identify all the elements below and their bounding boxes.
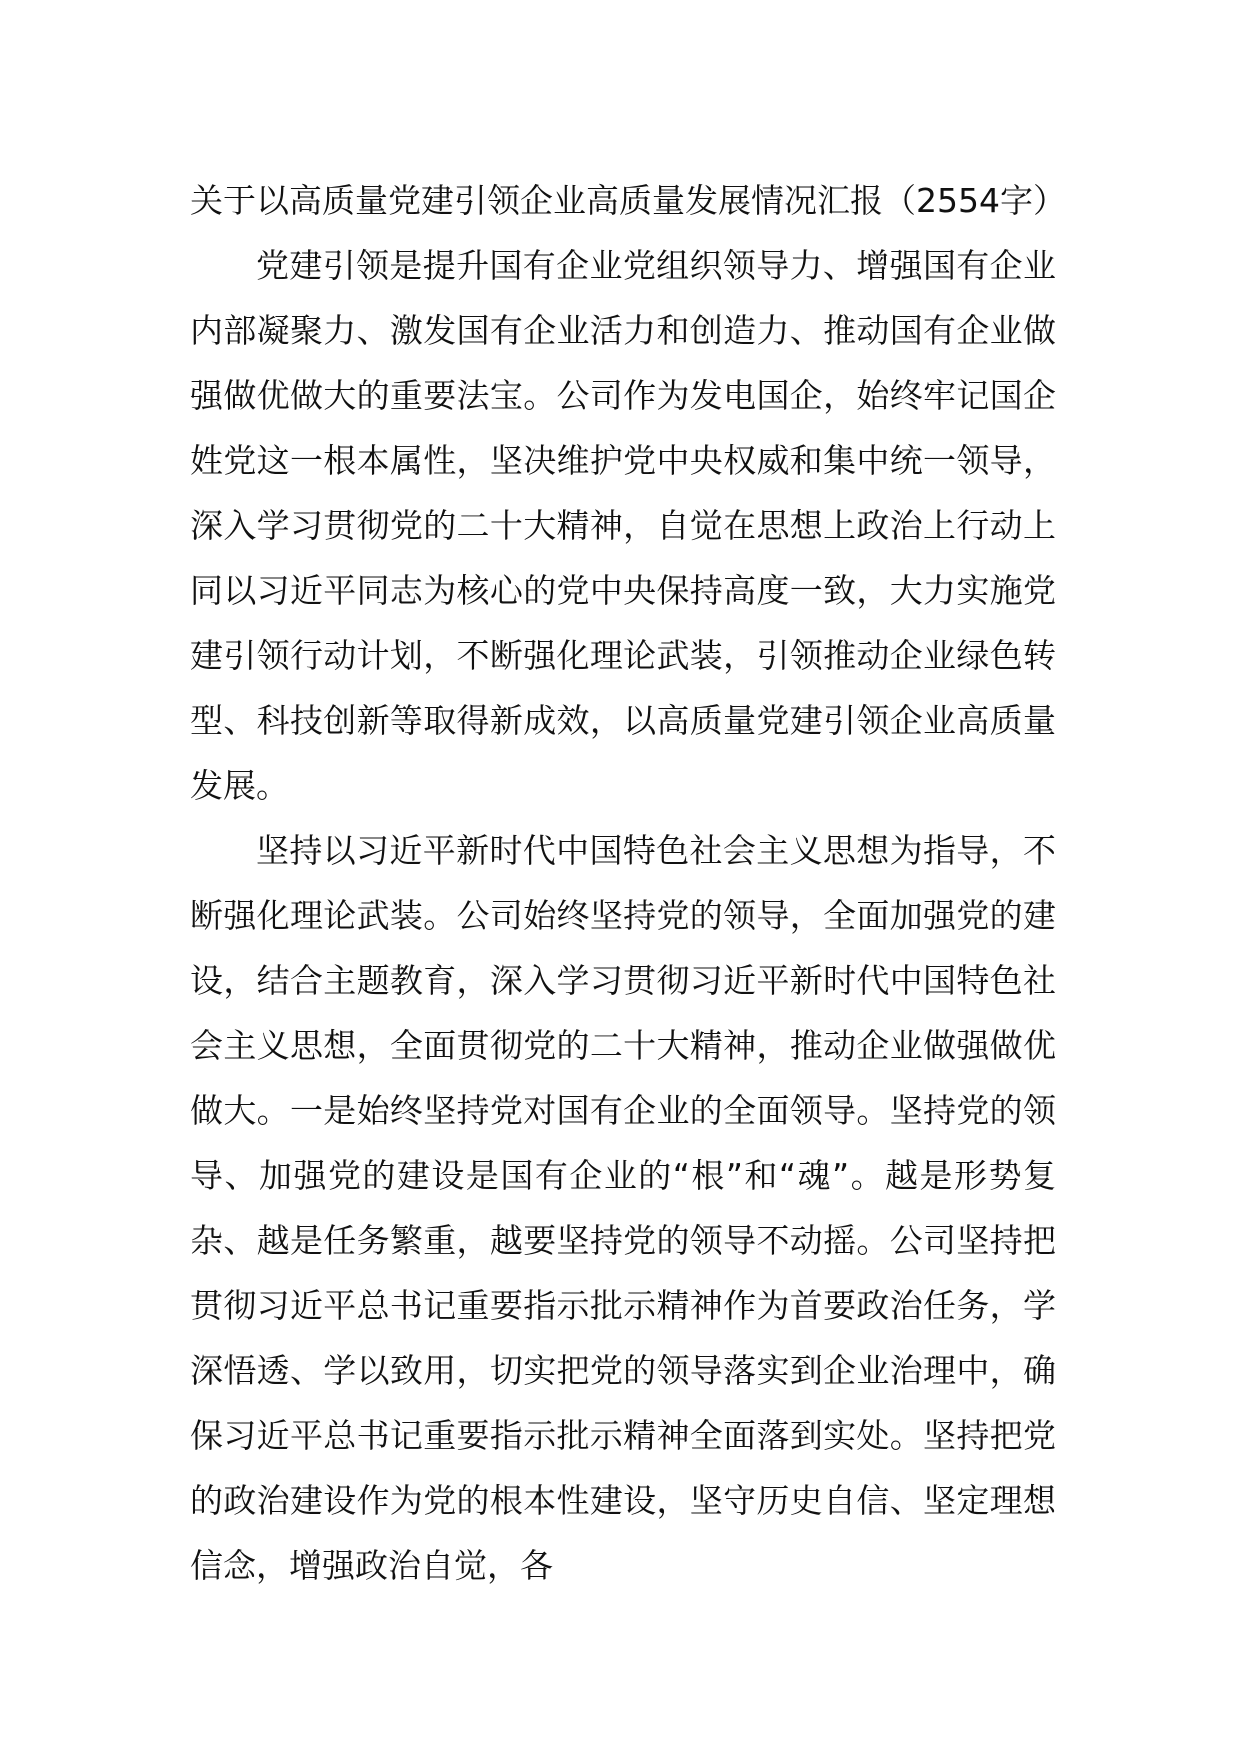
paragraph-1: 党建引领是提升国有企业党组织领导力、增强国有企业内部凝聚力、激发国有企业活力和创造力、推动国有企业做强做优做大的重要法宝。公司作为发电国企，始终牢记国企姓党这一根本属性，坚决维护党中央权威和集中统一领导，深入学习贯彻党的二十大精神，自觉在思想上政治上行动上同以习近平同志为核心的党中央保持高度一致，大力实施党建引领行动计划，不断强化理论武装，引领推动企业绿色转型、科技创新等取得新成效，以高质量党建引领企业高质量发展。 bbox=[190, 246, 1056, 805]
paragraph-2: 坚持以习近平新时代中国特色社会主义思想为指导，不断强化理论武装。公司始终坚持党的领导，全面加强党的建设，结合主题教育，深入学习贯彻习近平新时代中国特色社会主义思想，全面贯彻党的二十大精神，推动企业做强做优做大。一是始终坚持党对国有企业的全面领导。坚持党的领导、加强党的建设是国有企业的“根”和“魂”。越是形势复杂、越是任务繁重，越要坚持党的领导不动摇。公司坚持把贯彻习近平总书记重要指示批示精神作为首要政治任务，学深悟透、学以致用，切实把党的领导落实到企业治理中，确保习近平总书记重要指示批示精神全面落到实处。坚持把党的政治建设作为党的根本性建设，坚守历史自信、坚定理想信念，增强政治自觉，各 bbox=[190, 831, 1056, 1585]
document-body bbox=[190, 168, 1066, 1598]
document-title: 关于以高质量党建引领企业高质量发展情况汇报（2554字） bbox=[190, 181, 1066, 220]
